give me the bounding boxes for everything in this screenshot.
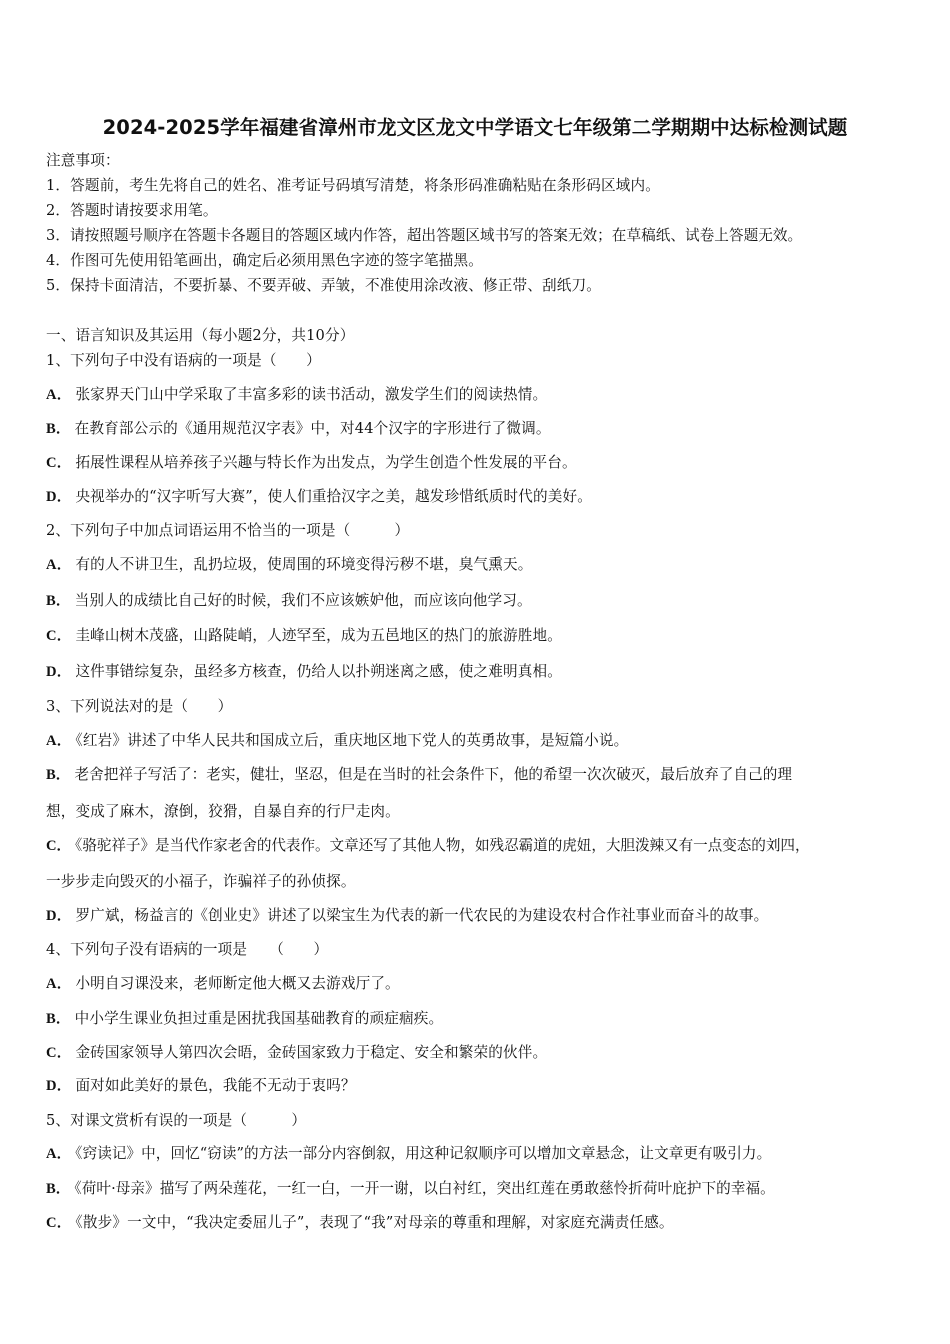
option-text: 有的人不讲卫生，乱扔垃圾，使周围的环境变得污秽不堪，臭气熏天。 <box>75 556 533 573</box>
question-stem: 4、下列句子没有语病的一项是 （ ） <box>46 941 329 958</box>
question-option <box>46 592 532 610</box>
question-option <box>46 975 400 993</box>
option-text: 张家界天门山中学采取了丰富多彩的读书活动，激发学生们的阅读热情。 <box>75 386 548 403</box>
option-label: B． <box>46 421 71 437</box>
option-label: A． <box>46 387 72 403</box>
option-text: 金砖国家领导人第四次会晤，金砖国家致力于稳定、安全和繁荣的伙伴。 <box>75 1044 548 1061</box>
option-text: 在教育部公示的《通用规范汉字表》中，对44个汉字的字形进行了微调。 <box>74 420 551 437</box>
question-option <box>46 732 628 750</box>
option-text: 罗广斌，杨益言的《创业史》讲述了以梁宝生为代表的新一代农民的为建设农村合作社事业而奋斗的故事。 <box>75 907 769 924</box>
question-option <box>46 1044 547 1062</box>
question-option <box>46 663 562 681</box>
option-label: D． <box>46 489 72 505</box>
question-option <box>46 556 533 574</box>
option-label: B． <box>46 1011 71 1027</box>
question-option <box>46 837 809 855</box>
option-text: 《散步》一文中，“我决定委屈儿子”，表现了“我”对母亲的尊重和理解，对家庭充满责任感。 <box>75 1214 674 1231</box>
notice-heading: 注意事项： <box>46 152 120 169</box>
notice-item: 5．保持卡面清洁，不要折暴、不要弄破、弄皱，不准使用涂改液、修正带、刮纸刀。 <box>46 277 601 294</box>
option-label: B． <box>46 767 71 783</box>
option-text: 拓展性课程从培养孩子兴趣与特长作为出发点，为学生创造个性发展的平台。 <box>75 454 577 471</box>
notice-item: 2．答题时请按要求用笔。 <box>46 202 218 219</box>
question-option <box>46 907 768 925</box>
page-title: 2024-2025学年福建省漳州市龙文区龙文中学语文七年级第二学期期中达标检测试题 <box>102 116 848 139</box>
option-continuation: 一步步走向毁灭的小福子，诈骗祥子的孙侦探。 <box>46 873 356 890</box>
option-text: 圭峰山树木茂盛，山路陡峭，人迹罕至，成为五邑地区的热门的旅游胜地。 <box>75 627 562 644</box>
question-option <box>46 1010 443 1028</box>
option-text: 《红岩》讲述了中华人民共和国成立后，重庆地区地下党人的英勇故事，是短篇小说。 <box>75 732 629 749</box>
question-option <box>46 766 792 784</box>
question-option <box>46 386 547 404</box>
section-heading: 一、语言知识及其运用（每小题2分，共10分） <box>46 327 355 344</box>
question-option <box>46 420 551 438</box>
option-label: B． <box>46 1181 71 1197</box>
question-option <box>46 454 577 472</box>
question-option <box>46 1214 674 1232</box>
option-label: C． <box>46 1045 72 1061</box>
question-stem: 2、下列句子中加点词语运用不恰当的一项是（ ） <box>46 522 410 539</box>
question-option <box>46 627 562 645</box>
question-stem: 3、下列说法对的是（ ） <box>46 698 233 715</box>
option-label: C． <box>46 628 72 644</box>
option-label: C． <box>46 1215 72 1231</box>
question-option <box>46 1180 775 1198</box>
option-text: 《窍读记》中，回忆“窃读”的方法一部分内容倒叙，用这种记叙顺序可以增加文章悬念，让文章更有吸引力。 <box>75 1145 772 1162</box>
option-label: A． <box>46 1146 72 1162</box>
notice-item: 1．答题前，考生先将自己的姓名、准考证号码填写清楚，将条形码准确粘贴在条形码区域内。 <box>46 177 660 194</box>
option-label: D． <box>46 664 72 680</box>
option-label: B． <box>46 593 71 609</box>
option-label: D． <box>46 908 72 924</box>
option-text: 中小学生课业负担过重是困扰我国基础教育的顽症痼疾。 <box>74 1010 444 1027</box>
option-label: D． <box>46 1078 72 1094</box>
option-text: 面对如此美好的景色，我能不无动于衷吗？ <box>75 1077 356 1094</box>
option-label: A． <box>46 976 72 992</box>
option-text: 这件事错综复杂，虽经多方核查，仍给人以扑朔迷离之感，使之难明真相。 <box>75 663 562 680</box>
option-label: C． <box>46 838 72 854</box>
question-stem: 1、下列句子中没有语病的一项是（ ） <box>46 352 321 369</box>
question-option <box>46 1077 356 1095</box>
question-option <box>46 1145 771 1163</box>
option-text: 《荷叶·母亲》描写了两朵莲花，一红一白，一开一谢，以白衬红，突出红莲在勇敢慈怜折荷叶庇护下的幸福。 <box>74 1180 775 1197</box>
option-label: A． <box>46 733 72 749</box>
question-option <box>46 488 592 506</box>
option-text: 央视举办的“汉字听写大赛”，使人们重拾汉字之美，越发珍惜纸质时代的美好。 <box>75 488 592 505</box>
notice-item: 4．作图可先使用铅笔画出，确定后必须用黑色字迹的签字笔描黑。 <box>46 252 484 269</box>
notice-item: 3．请按照题号顺序在答题卡各题目的答题区域内作答，超出答题区域书写的答案无效；在草稿纸、试卷上答题无效。 <box>46 227 803 244</box>
option-continuation: 想，变成了麻木，潦倒，狡猾，自暴自弃的行尸走肉。 <box>46 803 400 820</box>
option-text: 小明自习课没来，老师断定他大概又去游戏厅了。 <box>75 975 400 992</box>
question-stem: 5、对课文赏析有误的一项是（ ） <box>46 1112 307 1129</box>
option-text: 《骆驼祥子》是当代作家老舍的代表作。文章还写了其他人物，如残忍霸道的虎妞，大胆泼辣又有一点变态的刘四， <box>75 837 810 854</box>
option-label: C． <box>46 455 72 471</box>
option-text: 当别人的成绩比自己好的时候，我们不应该嫉妒他，而应该向他学习。 <box>74 592 532 609</box>
option-label: A． <box>46 557 72 573</box>
option-text: 老舍把祥子写活了：老实，健壮，坚忍，但是在当时的社会条件下，他的希望一次次破灭，最后放弃了自己的理 <box>74 766 792 783</box>
